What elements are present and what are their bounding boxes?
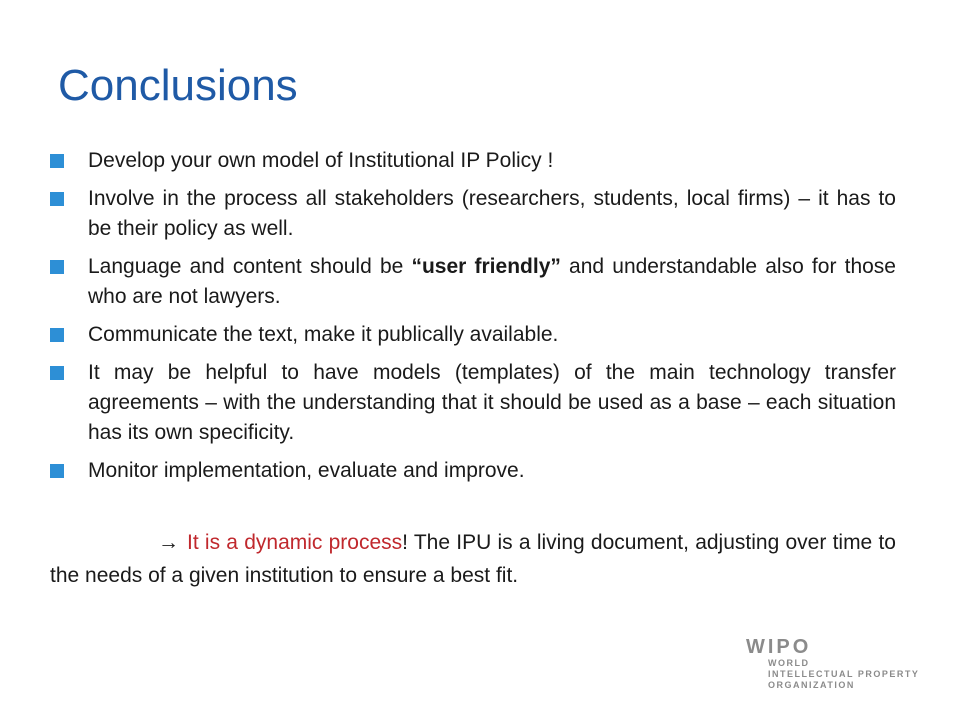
square-bullet-icon <box>50 464 64 478</box>
square-bullet-icon <box>50 154 64 168</box>
bullet-item <box>50 358 896 448</box>
bullet-item <box>50 252 896 312</box>
logo-name: WIPO <box>746 636 812 658</box>
bullet-item <box>50 456 896 486</box>
bullet-list <box>50 146 896 494</box>
slide-title: Conclusions <box>58 61 298 110</box>
bullet-text: Involve in the process all stakeholders (researchers, students, local firms) – it has to be their policy as well. <box>88 187 896 240</box>
closing-highlight: It is a dynamic process <box>187 531 403 554</box>
bullet-text: It may be helpful to have models (templates) of the main technology transfer agreements – with the understanding that it should be used as a base – each situation has its own specificity. <box>88 361 896 444</box>
square-bullet-icon <box>50 328 64 342</box>
square-bullet-icon <box>50 260 64 274</box>
bullet-text: Communicate the text, make it publically available. <box>88 323 559 346</box>
logo-line: ORGANIZATION <box>768 680 855 690</box>
bullet-text: Monitor implementation, evaluate and improve. <box>88 459 525 482</box>
square-bullet-icon <box>50 192 64 206</box>
bullet-text-after: and understandable also for those who are not lawyers. <box>88 255 896 308</box>
closing-paragraph <box>50 526 896 592</box>
bullet-item <box>50 146 896 176</box>
bullet-text-before: Language and content should be <box>88 255 412 278</box>
bullet-item <box>50 320 896 350</box>
square-bullet-icon <box>50 366 64 380</box>
closing-text: ! The IPU is a living document, adjusting over time to the needs of a given institution to ensure a best fit. <box>50 531 896 587</box>
bullet-item <box>50 184 896 244</box>
logo-line: INTELLECTUAL PROPERTY <box>768 669 920 679</box>
wipo-logo <box>746 636 926 696</box>
right-arrow-icon: → <box>158 531 179 554</box>
logo-line: WORLD <box>768 658 810 668</box>
bullet-text-bold: “user friendly” <box>411 255 561 278</box>
bullet-text: Develop your own model of Institutional IP Policy ! <box>88 149 554 172</box>
